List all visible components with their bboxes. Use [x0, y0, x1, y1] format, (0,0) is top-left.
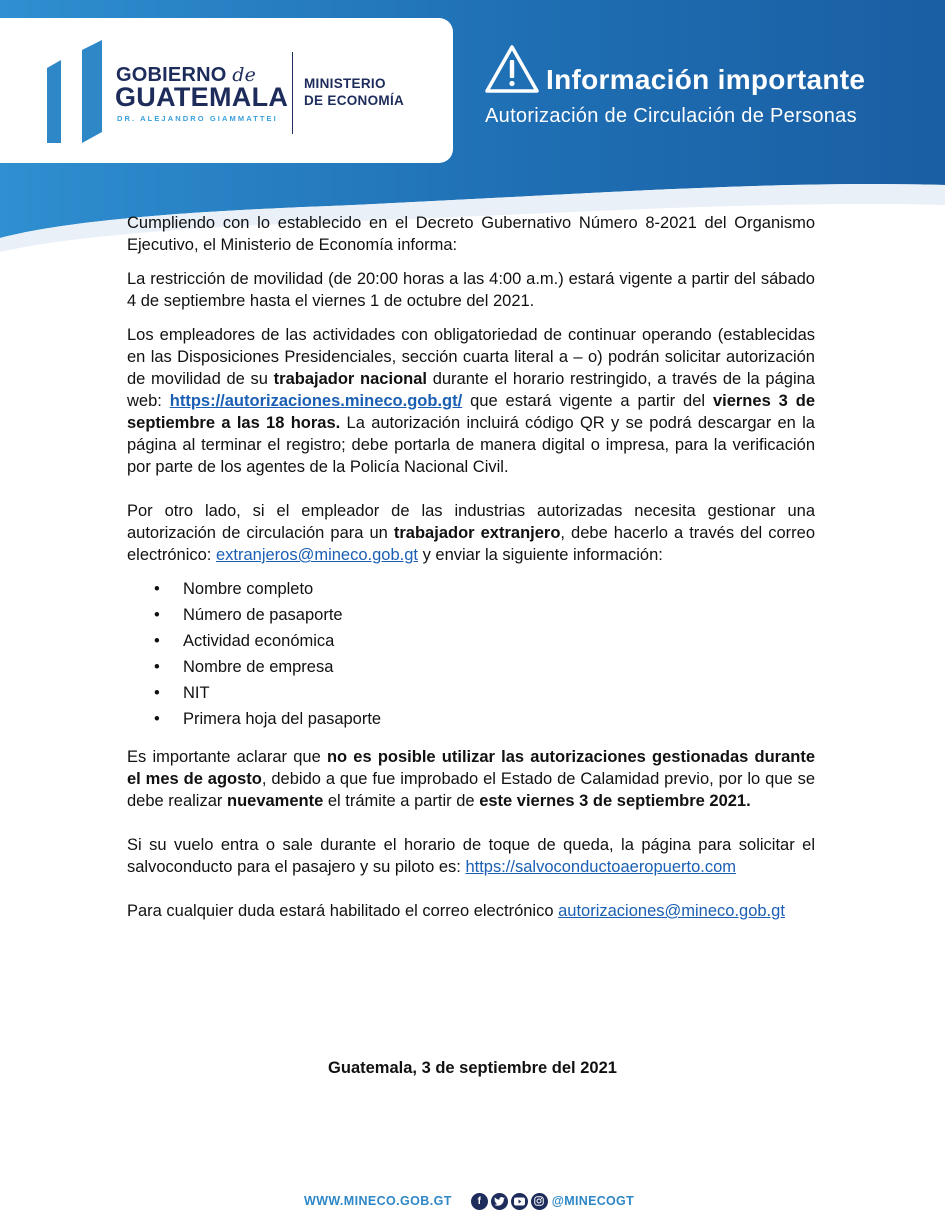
- social-handle[interactable]: @MINECOGT: [551, 1194, 635, 1208]
- twitter-icon[interactable]: [491, 1193, 508, 1210]
- logo-president-text: DR. ALEJANDRO GIAMMATTEI: [117, 114, 278, 123]
- paragraph-national-workers: Los empleadores de las actividades con obligatoriedad de continuar operando (establecidas en las Disposiciones Presidenciales, sección cuarta literal a – o) podrán solicitar autorización de movilidad de su trabajador nacional durante el horario restringido, a través de la página web: https://autorizaciones.mineco.gob.gt/ que estará vigente a partir del viernes 3 de septiembre a las 18 horas. La autorización incluirá código QR y se podrá descargar en la página al terminar el registro; debe portarla de manera digital o impresa, para la verificación por parte de los agentes de la Policía Nacional Civil.: [127, 326, 815, 476]
- notice-title: Información importante: [546, 64, 866, 95]
- list-item: • NIT: [183, 680, 815, 706]
- ministerio-line2: DE ECONOMÍA: [304, 93, 405, 108]
- guatemala-logo-pillars-icon: [47, 40, 105, 145]
- footer-website-link[interactable]: WWW.MINECO.GOB.GT: [304, 1194, 452, 1208]
- logo-guatemala-text: GUATEMALA: [115, 82, 289, 112]
- required-info-list: [127, 576, 815, 732]
- list-item: • Número de pasaporte: [183, 602, 815, 628]
- paragraph-restriction: La restricción de movilidad (de 20:00 horas a las 4:00 a.m.) estará vigente a partir del sábado 4 de septiembre hasta el viernes 1 de octubre del 2021.: [127, 270, 815, 310]
- logo-gobierno-text: GOBIERNO de: [116, 64, 257, 86]
- paragraph-foreign-workers: Por otro lado, si el empleador de las industrias autorizadas necesita gestionar una autorización de circulación para un trabajador extranjero, debe hacerlo a través del correo electrónico: extranjeros@mineco.gob.gt y enviar la siguiente información:: [127, 502, 816, 564]
- instagram-icon[interactable]: [531, 1193, 548, 1210]
- paragraph-contact: Para cualquier duda estará habilitado el correo electrónico autorizaciones@mineco.gob.gt: [127, 902, 785, 920]
- ministerio-line1: MINISTERIO: [304, 76, 386, 91]
- list-item: • Nombre completo: [183, 576, 815, 602]
- footer: [304, 1192, 634, 1210]
- list-item: • Nombre de empresa: [183, 654, 815, 680]
- list-item: • Actividad económica: [183, 628, 815, 654]
- logo-divider: [292, 52, 293, 134]
- facebook-icon[interactable]: f: [471, 1193, 488, 1210]
- document-body: [127, 212, 815, 934]
- document-signature-date: Guatemala, 3 de septiembre del 2021: [328, 1059, 617, 1077]
- autorizaciones-link[interactable]: https://autorizaciones.mineco.gob.gt/: [169, 392, 463, 410]
- social-icons: [471, 1193, 548, 1210]
- paragraph-intro: Cumpliendo con lo establecido en el Decreto Gubernativo Número 8-2021 del Organismo Ejecutivo, el Ministerio de Economía informa:: [127, 214, 815, 254]
- extranjeros-email-link[interactable]: extranjeros@mineco.gob.gt: [215, 546, 418, 564]
- salvoconducto-link[interactable]: https://salvoconductoaeropuerto.com: [465, 858, 737, 876]
- youtube-icon[interactable]: [511, 1193, 528, 1210]
- autorizaciones-email-link[interactable]: autorizaciones@mineco.gob.gt: [558, 902, 785, 920]
- paragraph-flights: Si su vuelo entra o sale durante el horario de toque de queda, la página para solicitar el salvoconducto para el pasajero y su piloto es: https://salvoconductoaeropuerto.com: [127, 836, 815, 876]
- warning-icon: [484, 44, 540, 94]
- list-item: • Primera hoja del pasaporte: [183, 706, 815, 732]
- notice-subtitle: Autorización de Circulación de Personas: [485, 105, 857, 127]
- paragraph-august-notice: Es importante aclarar que no es posible utilizar las autorizaciones gestionadas durante el mes de agosto, debido a que fue improbado el Estado de Calamidad previo, por lo que se debe realizar nuevamente el trámite a partir de este viernes 3 de septiembre 2021.: [127, 748, 815, 810]
